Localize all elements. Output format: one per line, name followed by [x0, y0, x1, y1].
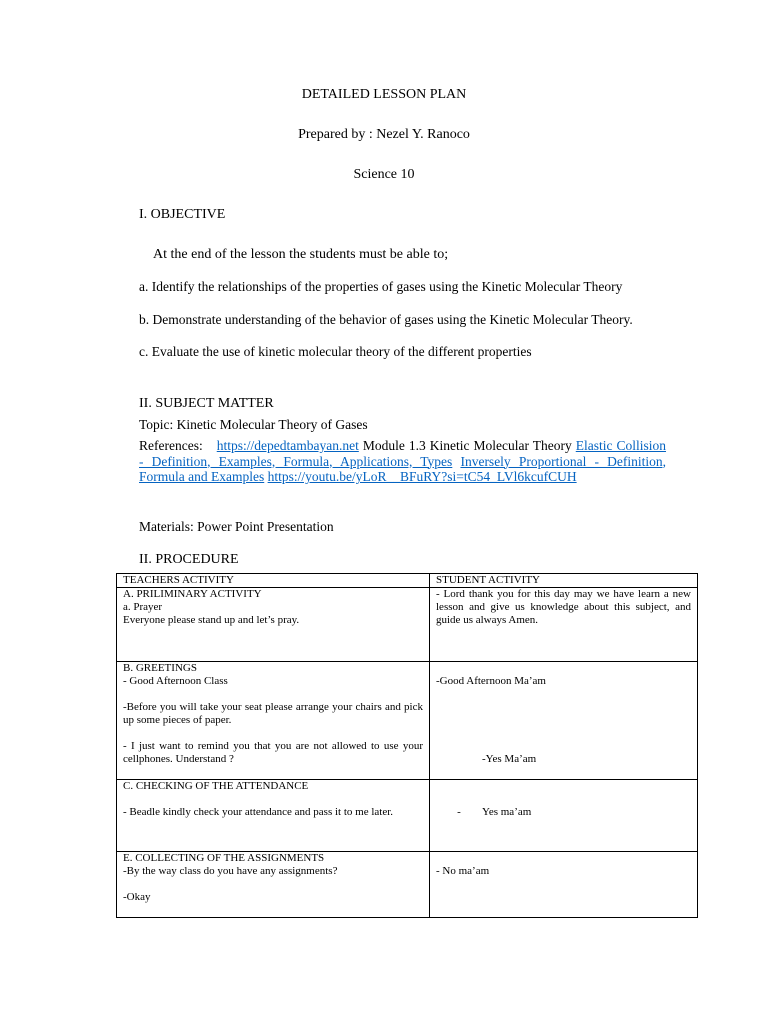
col-header-teacher: TEACHERS ACTIVITY: [117, 574, 430, 588]
cell-text: -By the way class do you have any assignments?: [123, 865, 338, 877]
objective-heading: I. OBJECTIVE: [139, 207, 226, 222]
table-header-row: [117, 574, 698, 588]
student-cell-preliminary: [430, 588, 698, 662]
cell-text: [436, 806, 691, 819]
document-title: DETAILED LESSON PLAN: [301, 87, 467, 102]
student-cell-attendance: [430, 780, 698, 852]
cell-text: -Good Afternoon Ma’am: [436, 675, 546, 687]
teacher-cell-assignments: [117, 852, 430, 918]
section-heading: E. COLLECTING OF THE ASSIGNMENTS: [123, 852, 325, 864]
student-cell-greetings: [430, 662, 698, 780]
student-cell-assignments: [430, 852, 698, 918]
cell-text: Yes ma’am: [482, 806, 532, 818]
objective-item-a: a. Identify the relationships of the properties of gases using the Kinetic Molecular Theory: [139, 279, 623, 294]
procedure-heading: II. PROCEDURE: [139, 552, 239, 567]
cell-text: - Lord thank you for this day may we have learn a new lesson and give us knowledge about this subject, and guide us always Amen.: [436, 588, 691, 626]
module-text: Module 1.3 Kinetic Molecular Theory: [362, 438, 572, 453]
link-inversely-proportional[interactable]: Inversely Proportional - Definition, Formula and Examples: [139, 453, 666, 484]
teacher-cell-preliminary: [117, 588, 430, 662]
cell-text: Everyone please stand up and let’s pray.: [123, 614, 300, 626]
subject-label: Science 10: [353, 167, 415, 182]
objective-item-c: c. Evaluate the use of kinetic molecular theory of the different properties: [139, 344, 532, 359]
cell-text: a. Prayer: [123, 601, 163, 613]
procedure-table: [116, 573, 698, 918]
objective-item-b: b. Demonstrate understanding of the behavior of gases using the Kinetic Molecular Theory.: [139, 312, 633, 327]
section-heading: C. CHECKING OF THE ATTENDANCE: [123, 780, 309, 792]
table-row: [117, 852, 698, 918]
materials-line: Materials: Power Point Presentation: [139, 519, 334, 534]
references-paragraph: [139, 438, 666, 485]
teacher-cell-attendance: [117, 780, 430, 852]
objective-intro: At the end of the lesson the students must be able to;: [153, 247, 449, 262]
references-label: References:: [139, 438, 203, 453]
section-heading: B. GREETINGS: [123, 662, 197, 674]
cell-text: - I just want to remind you that you are not allowed to use your cellphones. Understand ?: [123, 740, 423, 765]
cell-text: -Before you will take your seat please arrange your chairs and pick up some pieces of paper.: [123, 701, 423, 726]
cell-text: -Okay: [123, 891, 151, 903]
list-dash: -: [457, 806, 461, 818]
subject-matter-heading: II. SUBJECT MATTER: [139, 396, 274, 411]
link-youtube[interactable]: https://youtu.be/yLoR__BFuRY?si=tC54_LVl6kcufCUH: [267, 469, 577, 484]
cell-text: - Good Afternoon Class: [123, 675, 228, 687]
prepared-by: Prepared by : Nezel Y. Ranoco: [298, 127, 470, 142]
cell-text: - Beadle kindly check your attendance and pass it to me later.: [123, 806, 394, 818]
table-row: [117, 588, 698, 662]
teacher-cell-greetings: [117, 662, 430, 780]
table-row: [117, 662, 698, 780]
cell-text: -Yes Ma’am: [482, 753, 537, 765]
table-row: [117, 780, 698, 852]
section-heading: A. PRILIMINARY ACTIVITY: [123, 588, 262, 600]
cell-text: - No ma’am: [436, 865, 490, 877]
link-depedtambayan[interactable]: https://depedtambayan.net: [216, 438, 359, 453]
topic-line: Topic: Kinetic Molecular Theory of Gases: [139, 417, 368, 432]
col-header-student: STUDENT ACTIVITY: [430, 574, 698, 588]
link-elastic-collision[interactable]: Elastic Collision - Definition, Examples, Formula, Applications, Types: [139, 438, 667, 469]
